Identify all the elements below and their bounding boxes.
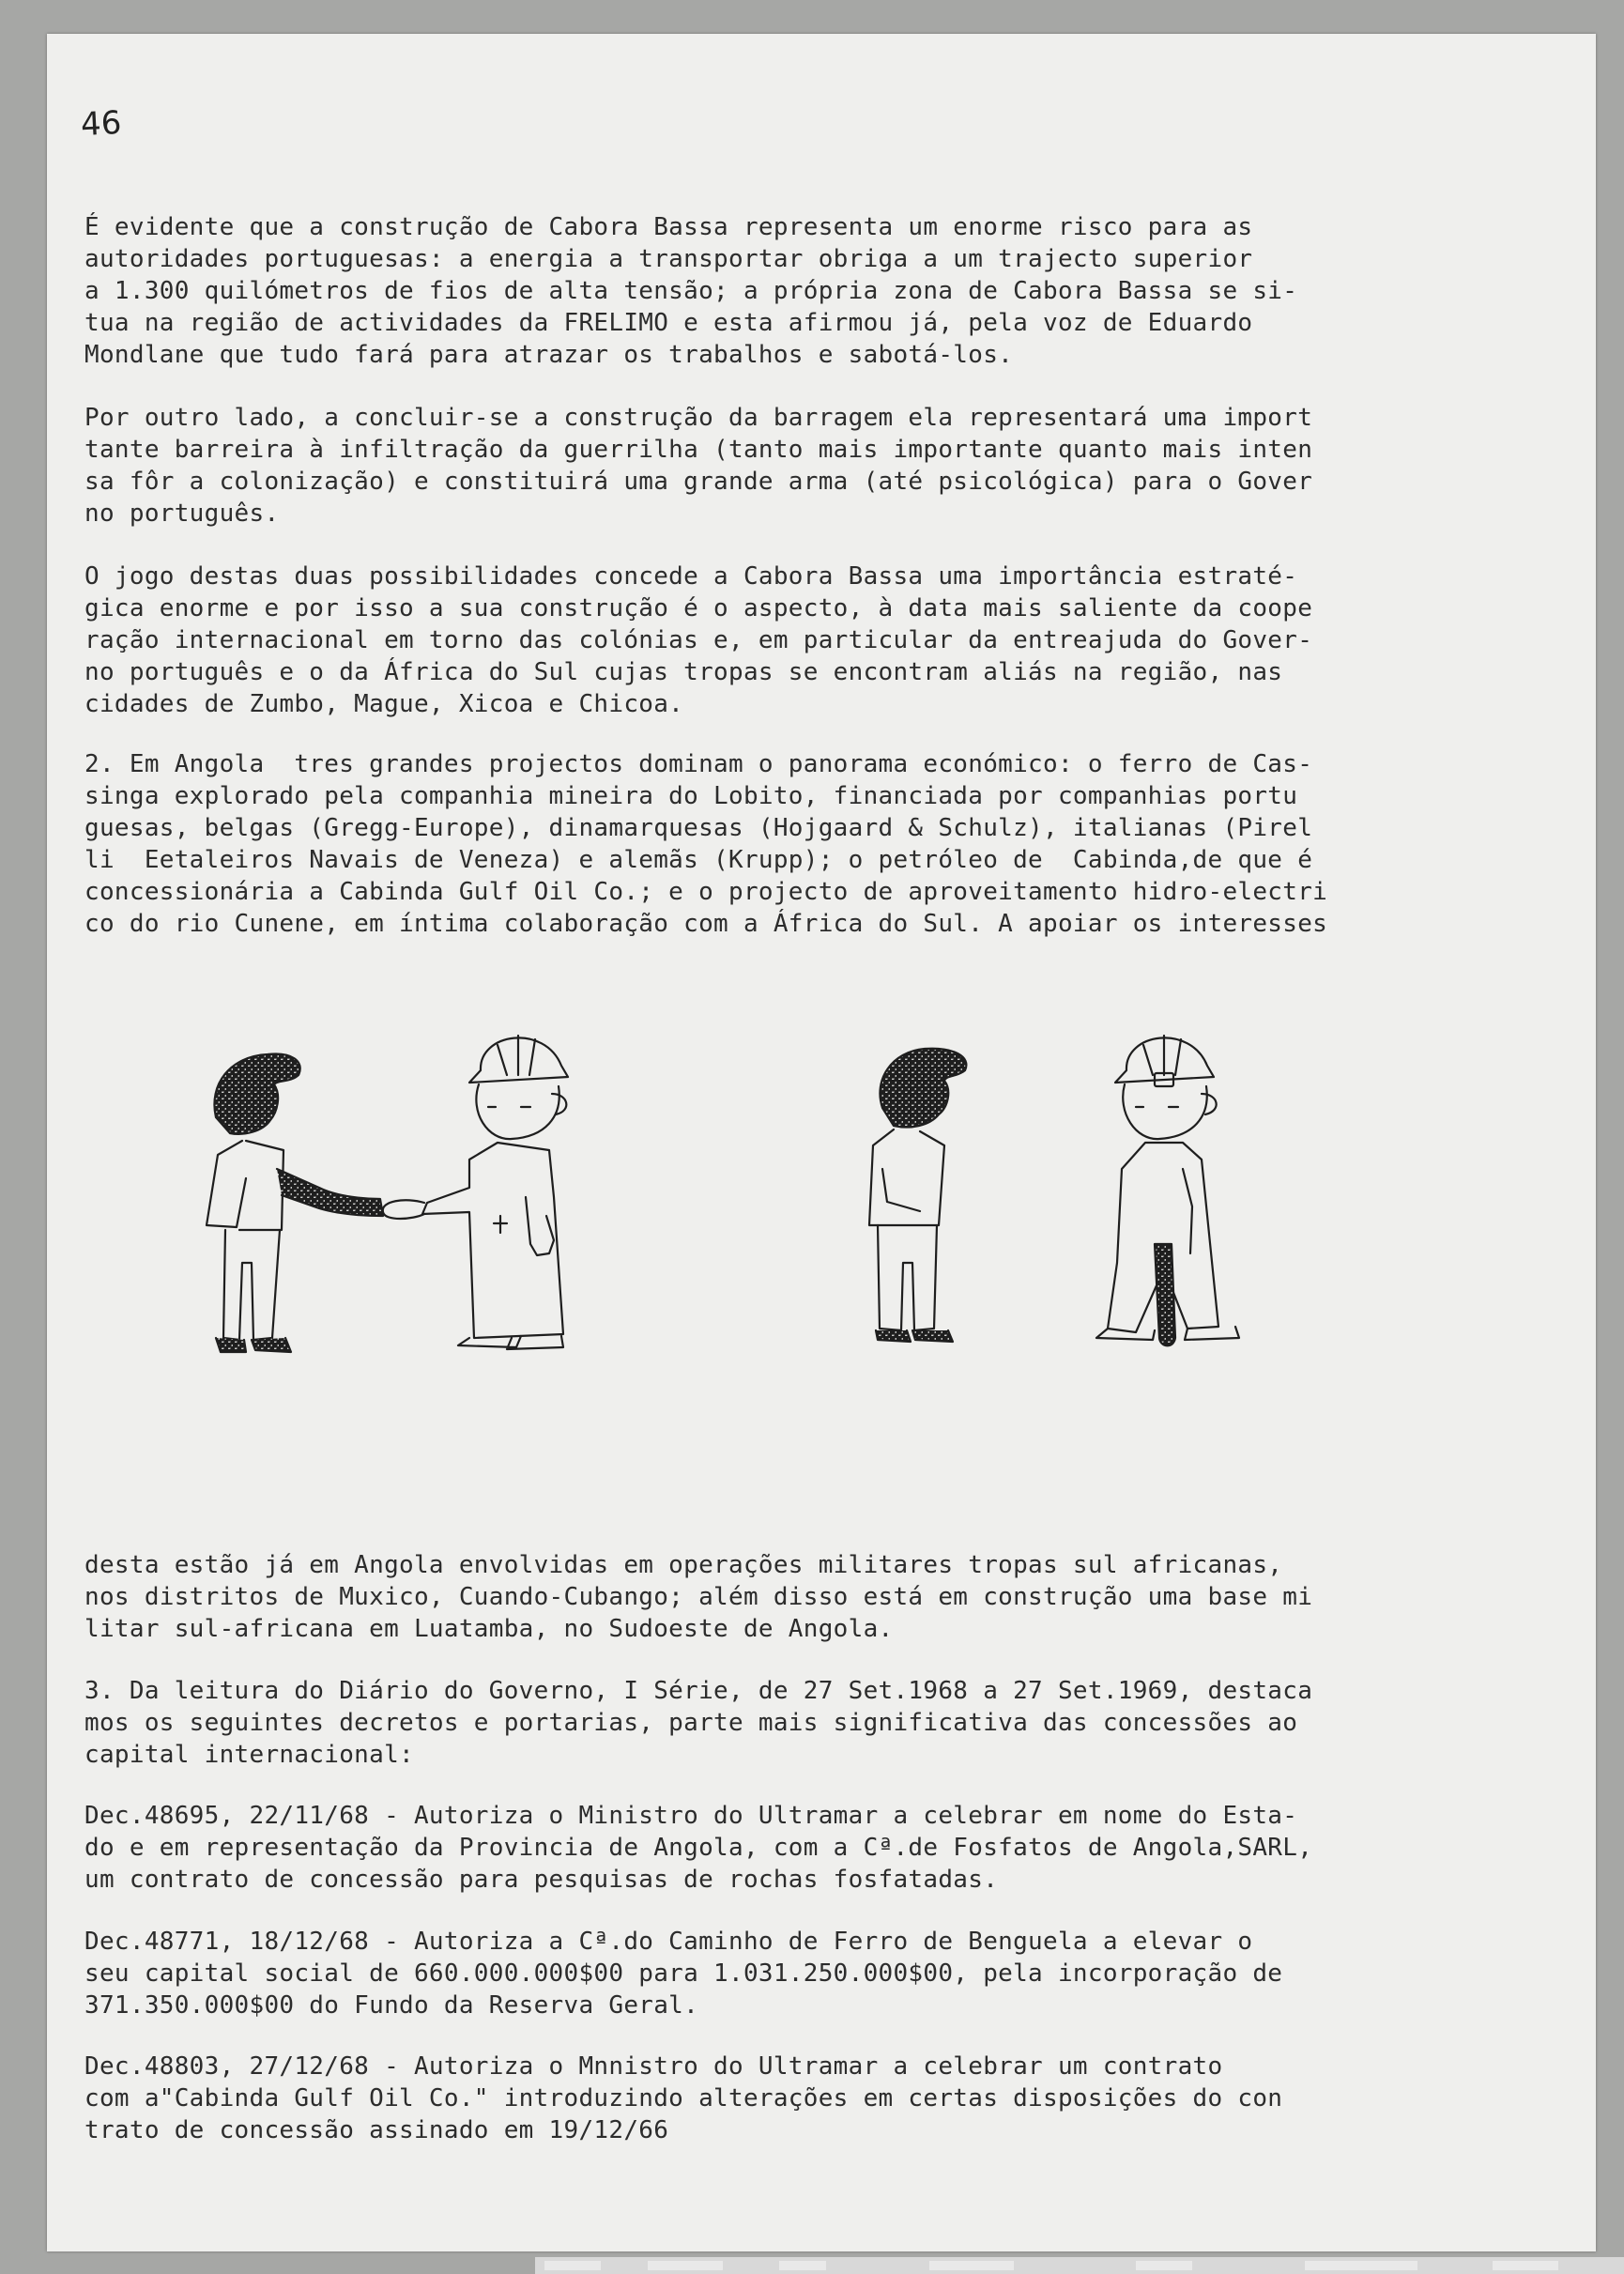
figure-helmeted-right bbox=[1096, 1036, 1239, 1345]
paragraph-cabora-bassa-risk: É evidente que a construção de Cabora Bassa representa um enorme risco para as autoridades portuguesas: a energia a transportar obriga a um trajecto superior a 1.300 quilómetros de fios de alta tensão; a própria zona de Cabora Bassa se si- tua na região de actividades da FRELIMO e esta afirmou já, pela voz de Eduardo Mondlane que tudo fará para atrazar os trabalhos e sabotá-los. bbox=[84, 213, 1298, 369]
decree-48803: Dec.48803, 27/12/68 - Autoriza o Mnnistro do Ultramar a celebrar um contrato com a"Cabinda Gulf Oil Co." introduzindo alterações em certas disposições do con trato de concessão assinado em 19/12/66 bbox=[84, 2052, 1283, 2144]
figure-speckled-right bbox=[869, 1049, 966, 1342]
paragraph-strategic-importance: O jogo destas duas possibilidades concede a Cabora Bassa uma importância estraté- gica enorme e por isso a sua construção é o aspecto, à data mais saliente da coope ração internacional em torno das colónias e, em particular da entreajuda do Gover- no português e o da África do Sul cujas tropas se encontram aliás na região, nas cidades de Zumbo, Mague, Xicoa e Chicoa. bbox=[84, 562, 1313, 718]
decree-48695: Dec.48695, 22/11/68 - Autoriza o Ministro do Ultramar a celebrar em nome do Esta- do e em representação da Provincia de Angola, com a Cª.de Fosfatos de Angola,SARL, um contrato de concessão para pesquisas de rochas fosfatadas. bbox=[84, 1802, 1313, 1894]
decree-48771: Dec.48771, 18/12/68 - Autoriza a Cª.do Caminho de Ferro de Benguela a elevar o seu capital social de 660.000.000$00 para 1.031.250.000$00, pela incorporação de 371.350.000$00 do Fundo da Reserva Geral. bbox=[84, 1928, 1283, 2020]
paragraph-dam-barrier: Por outro lado, a concluir-se a construção da barragem ela representará uma import tante barreira à infiltração da guerrilha (tanto mais importante quanto mais inten sa fôr a colonização) e constituirá uma grande arma (até psicológica) para o Gover no português. bbox=[84, 404, 1313, 528]
cartoon-illustration bbox=[188, 1028, 1295, 1460]
paragraph-south-african-troops: desta estão já em Angola envolvidas em operações militares tropas sul africanas, nos distritos de Muxico, Cuando-Cubango; além disso está em construção uma base mi litar sul-africana em Luatamba, no Sudoeste de Angola. bbox=[84, 1551, 1313, 1643]
figure-helmeted-left bbox=[383, 1036, 568, 1349]
scan-ruler-strip bbox=[535, 2257, 1624, 2274]
paragraph-diario-governo: 3. Da leitura do Diário do Governo, I Série, de 27 Set.1968 a 27 Set.1969, destaca mos os seguintes decretos e portarias, parte mais significativa das concessões ao capital internacional: bbox=[84, 1677, 1313, 1769]
page-number: 46 bbox=[79, 103, 123, 145]
figure-speckled-left bbox=[207, 1053, 383, 1352]
paragraph-angola-projects: 2. Em Angola tres grandes projectos dominam o panorama económico: o ferro de Cas- singa explorado pela companhia mineira do Lobito, financiada por companhias portu guesas, belgas (Gregg-Europe), dinamarquesas (Hojgaard & Schulz), italianas (Pirel li Eetaleiros Navais de Veneza) e alemãs (Krupp); o petróleo de Cabinda,de que é concessionária a Cabinda Gulf Oil Co.; e o projecto de aproveitamento hidro-electri co do rio Cunene, em íntima colaboração com a África do Sul. A apoiar os interesses bbox=[84, 750, 1328, 938]
